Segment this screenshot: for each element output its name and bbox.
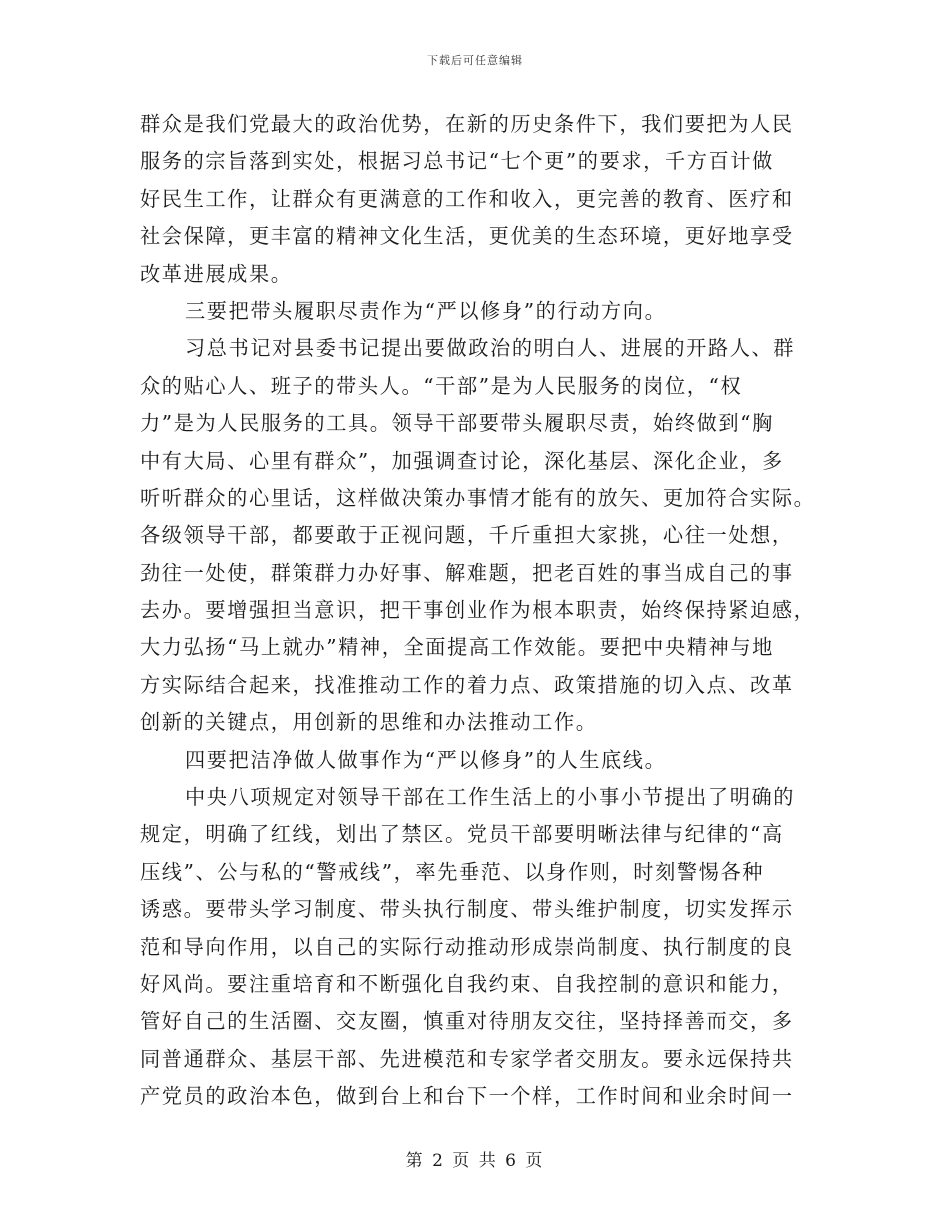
text-line: 创新的关键点，用创新的思维和办法推动工作。 — [140, 710, 598, 735]
text-line: 同普通群众、基层干部、先进模范和专家学者交朋友。要永远保持共 — [140, 1046, 794, 1071]
text-line: 管好自己的生活圈、交友圈，慎重对待朋友交往，坚持择善而交，多 — [140, 1009, 794, 1034]
text-line: 听听群众的心里话，这样做决策办事情才能有的放矢、更加符合实际。 — [140, 485, 816, 510]
text-line: 压线”、公与私的“警戒线”，率先垂范、以身作则，时刻警惕各种 — [140, 859, 765, 884]
page-footer — [0, 1146, 950, 1171]
text-line: 方实际结合起来，找准推动工作的着力点、政策措施的切入点、改革 — [140, 672, 794, 697]
text-line: 劲往一处使，群策群力办好事、解难题，把老百姓的事当成自己的事 — [140, 560, 794, 585]
text-line: 产党员的政治本色，做到台上和台下一个样，工作时间和业余时间一 — [140, 1084, 794, 1109]
text-line: 群众是我们党最大的政治优势，在新的历史条件下，我们要把为人民 — [140, 112, 794, 136]
text-line: 范和导向作用，以自己的实际行动推动形成崇尚制度、执行制度的良 — [140, 934, 794, 959]
text-line: 好民生工作，让群众有更满意的工作和收入，更完善的教育、医疗和 — [140, 186, 794, 211]
page-number-label: 第 2 页 共 6 页 — [405, 1151, 545, 1171]
text-line: 好风尚。要注重培育和不断强化自我约束、自我控制的意识和能力， — [140, 971, 794, 996]
text-line: 力”是为人民服务的工具。领导干部要带头履职尽责，始终做到“胸 — [140, 411, 774, 436]
text-line: 服务的宗旨落到实处，根据习总书记“七个更”的要求，千方百计做 — [140, 149, 774, 174]
text-line: 诱惑。要带头学习制度、带头执行制度、带头维护制度，切实发挥示 — [140, 897, 794, 922]
text-line: 中有大局、心里有群众”，加强调查讨论，深化基层、深化企业，多 — [140, 448, 784, 473]
document-body — [140, 106, 816, 1116]
text-line: 四要把洁净做人做事作为“严以修身”的人生底线。 — [185, 747, 667, 772]
text-line: 大力弘扬“马上就办”精神，全面提高工作效能。要把中央精神与地 — [140, 635, 774, 660]
header-note: 下载后可任意编辑 — [427, 54, 523, 67]
text-line: 规定，明确了红线，划出了禁区。党员干部要明晰法律与纪律的“高 — [140, 822, 784, 847]
text-line: 去办。要增强担当意识，把干事创业作为根本职责，始终保持紧迫感， — [140, 598, 816, 623]
text-line: 各级领导干部，都要敢于正视问题，千斤重担大家挑，心往一处想， — [140, 523, 794, 548]
text-line: 中央八项规定对领导干部在工作生活上的小事小节提出了明确的 — [185, 785, 796, 810]
text-line: 习总书记对县委书记提出要做政治的明白人、进展的开路人、群 — [185, 336, 796, 361]
text-line: 众的贴心人、班子的带头人。“干部”是为人民服务的岗位，“权 — [140, 373, 743, 398]
text-line: 改革进展成果。 — [140, 261, 293, 286]
text-line: 三要把带头履职尽责作为“严以修身”的行动方向。 — [185, 298, 667, 323]
text-line: 社会保障，更丰富的精神文化生活，更优美的生态环境，更好地享受 — [140, 224, 794, 249]
